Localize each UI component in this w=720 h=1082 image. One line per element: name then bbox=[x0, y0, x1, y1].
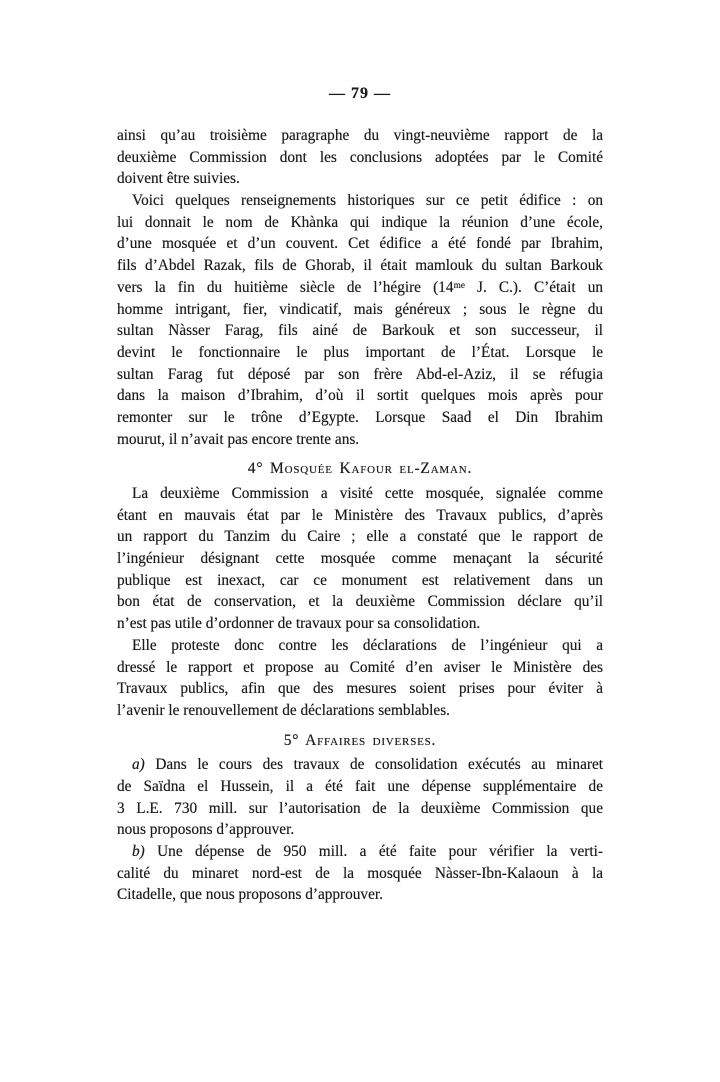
text-line: un rapport du Tanzim du Caire ; elle a constaté que le rapport de bbox=[117, 528, 603, 546]
text-line: Citadelle, que nous proposons d’approuver. bbox=[117, 886, 383, 904]
text-line: remonter sur le trône d’Egypte. Lorsque Saad el Din Ibrahim bbox=[117, 408, 603, 426]
text-line: sultan Nàsser Farag, fils ainé de Barkouk et son successeur, il bbox=[117, 322, 603, 340]
paragraph bbox=[117, 754, 603, 841]
text-line: dans la maison d’Ibrahim, d’où il sortit quelques mois après pour bbox=[117, 387, 603, 405]
text-line: nous proposons d’approuver. bbox=[117, 821, 295, 839]
section-heading: 4° Mosquée Kafour el-Zaman. bbox=[247, 460, 473, 478]
paragraph bbox=[117, 125, 603, 190]
text-line: publique est inexact, car ce monument est relativement dans un bbox=[117, 571, 603, 589]
text-line: étant en mauvais état par le Ministère des Travaux publics, d’après bbox=[117, 506, 603, 524]
paragraph bbox=[117, 841, 603, 906]
text-line: l’avenir le renouvellement de déclarations semblables. bbox=[117, 701, 450, 719]
paragraph bbox=[117, 635, 603, 722]
text-line: fils d’Abdel Razak, fils de Ghorab, il était mamlouk du sultan Barkouk bbox=[117, 257, 603, 275]
text-line: n’est pas utile d’ordonner de travaux pour sa consolidation. bbox=[117, 615, 481, 633]
paragraph-marker: a) bbox=[132, 756, 145, 774]
text-line: d’une mosquée et d’un couvent. Cet édifice a été fondé par Ibrahim, bbox=[117, 235, 603, 253]
text-line: b) Une dépense de 950 mill. a été faite pour vérifier la verti- bbox=[132, 843, 603, 860]
text-line: vers la fin du huitième siècle de l’hégire (14ᵐᵉ J. C.). C’était un bbox=[117, 278, 603, 296]
text-line: a) Dans le cours des travaux de consolidation exécutés au minaret bbox=[132, 756, 603, 774]
text-line: lui donnait le nom de Khànka qui indique la réunion d’une école, bbox=[117, 213, 603, 231]
text-line: sultan Farag fut déposé par son frère Abd-el-Aziz, il se réfugia bbox=[117, 365, 603, 383]
text-line: devint le fonctionnaire le plus important de l’État. Lorsque le bbox=[117, 343, 603, 361]
text-line: Voici quelques renseignements historiques sur ce petit édifice : on bbox=[132, 192, 603, 210]
text-line: doivent être suivies. bbox=[117, 170, 240, 188]
text-line: deuxième Commission dont les conclusions adoptées par le Comité bbox=[117, 148, 603, 166]
paragraph-marker: b) bbox=[132, 843, 145, 860]
text-line: calité du minaret nord-est de la mosquée Nàsser-Ibn-Kalaoun à la bbox=[117, 864, 603, 882]
text-line: mourut, il n’avait pas encore trente ans. bbox=[117, 430, 360, 448]
text-line: La deuxième Commission a visité cette mosquée, signalée comme bbox=[132, 485, 603, 502]
text-line: ainsi qu’au troisième paragraphe du vingt-neuvième rapport de la bbox=[117, 127, 603, 144]
page-number: — 79 — bbox=[329, 85, 391, 102]
text-line: 3 L.E. 730 mill. sur l’autorisation de la deuxième Commission que bbox=[117, 799, 603, 817]
text-line: l’ingénieur désignant cette mosquée comme menaçant la sécurité bbox=[117, 550, 603, 568]
text-line: dressé le rapport et propose au Comité d’en aviser le Ministère des bbox=[117, 658, 603, 676]
paragraph bbox=[117, 190, 603, 450]
text-line: Travaux publics, afin que des mesures soient prises pour éviter à bbox=[117, 680, 603, 698]
text-line: de Saïdna el Hussein, il a été fait une dépense supplémentaire de bbox=[117, 777, 603, 795]
paragraph bbox=[117, 483, 603, 635]
page-content bbox=[117, 125, 603, 906]
text-line: homme intrigant, fier, vindicatif, mais généreux ; sous le règne du bbox=[117, 300, 603, 318]
section-heading: 5° Affaires diverses. bbox=[283, 731, 437, 749]
text-line: Elle proteste donc contre les déclarations de l’ingénieur qui a bbox=[132, 636, 603, 654]
text-line: bon état de conservation, et la deuxième Commission déclare qu’il bbox=[117, 593, 603, 611]
